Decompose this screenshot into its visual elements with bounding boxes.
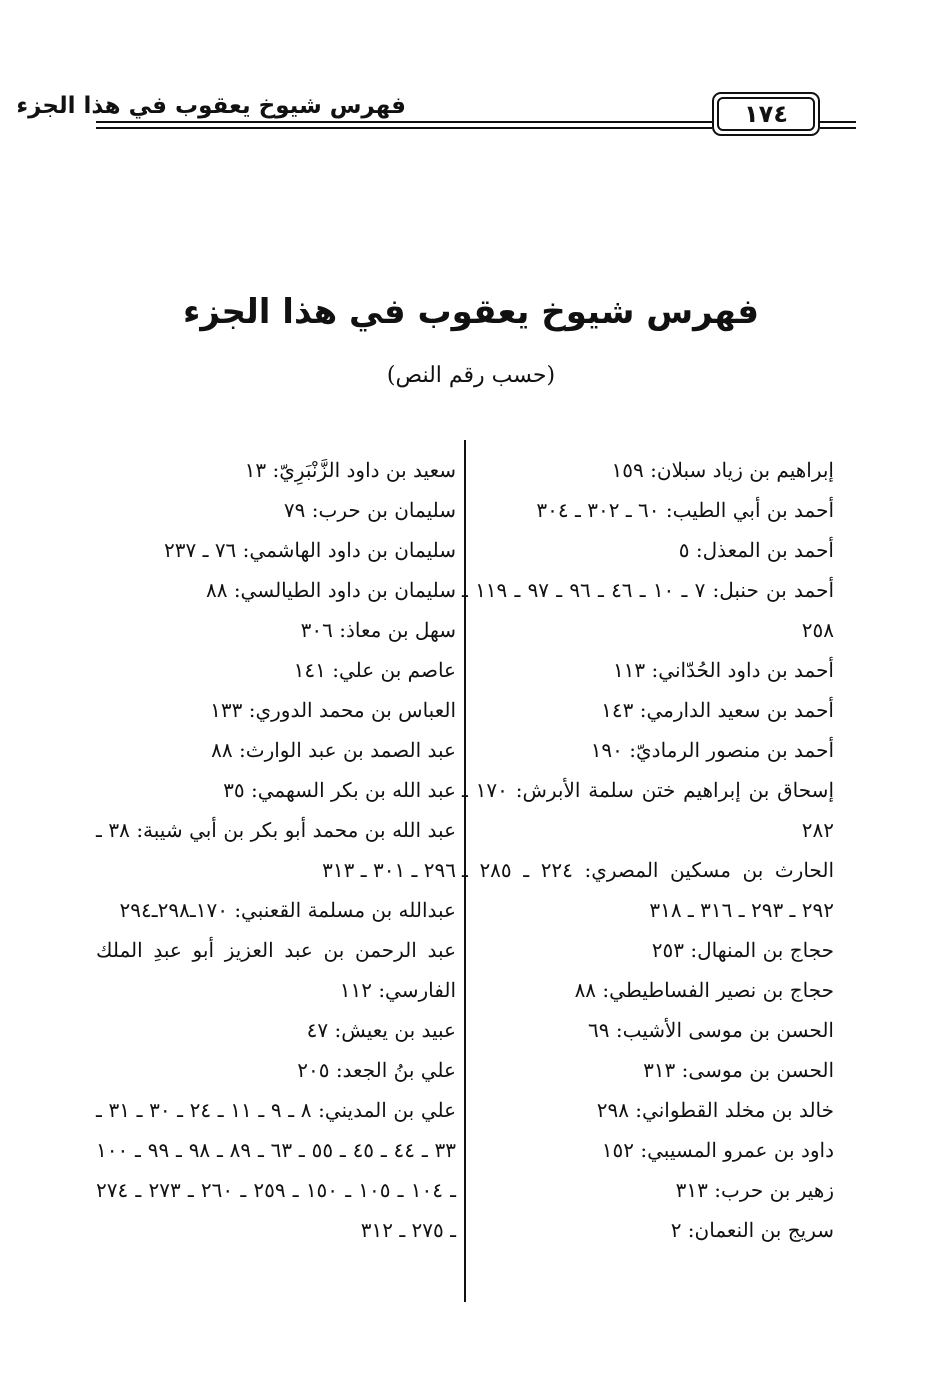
index-entry: [96, 730, 456, 770]
index-entry-numbers: ٨ ـ ٩ ـ ١١ ـ ٢٤ ـ ٣٠ ـ ٣١ ـ ٣٣ ـ ٤٤ ـ ٤٥ ـ ٥٥ ـ ٦٣ ـ ٨٩ ـ ٩٨ ـ ٩٩ ـ ١٠٠ ـ ١٠٤ ـ ١٠٥ ـ ١٥٠ ـ ٢٥٩ ـ ٢٦٠ ـ ٢٧٣ ـ ٢٧٤ ـ ٢٧٥ ـ ٣١٢: [96, 1098, 456, 1242]
page-subtitle: (حسب رقم النص): [386, 363, 556, 388]
index-entry-name: سليمان بن داود الهاشمي:: [242, 538, 456, 562]
index-entry-name: إسحاق بن إبراهيم ختن سلمة الأبرش:: [515, 778, 834, 802]
index-entry-name: أحمد بن حنبل:: [712, 578, 835, 602]
index-entry: [96, 1090, 456, 1250]
index-entry-numbers: ٢٩٨: [596, 1098, 629, 1122]
index-entry-name: علي بنُ الجعد:: [335, 1058, 456, 1082]
index-entry-name: أحمد بن سعيد الدارمي:: [639, 698, 834, 722]
index-entry-numbers: ٢٠٥: [297, 1058, 330, 1082]
index-entry-name: الحسن بن موسى الأشيب:: [615, 1018, 834, 1042]
index-entry: [462, 970, 834, 1010]
index-entry: [462, 1090, 834, 1130]
index-entry-numbers: ٣٨ ـ ٢٩٦ ـ ٣٠١ ـ ٣١٣: [96, 818, 456, 882]
index-entry-numbers: ٣٥: [223, 778, 245, 802]
index-entry-numbers: ١٧٠ـ٢٩٨ـ٢٩٤: [119, 898, 228, 922]
index-entry-name: سريج بن النعمان:: [687, 1218, 834, 1242]
index-entry: [462, 1130, 834, 1170]
index-entry: [96, 490, 456, 530]
header-rule: [820, 121, 856, 123]
index-entry-name: العباس بن محمد الدوري:: [248, 698, 456, 722]
index-entry: [462, 570, 834, 650]
index-entry-numbers: ١٥٩: [611, 458, 644, 482]
index-entry-name: عبدالله بن مسلمة القعنبي:: [234, 898, 456, 922]
index-entry-name: حجاج بن المنهال:: [690, 938, 834, 962]
index-entry-numbers: ٨٨: [205, 578, 228, 602]
index-entry: [462, 490, 834, 530]
index-entry: [96, 810, 456, 890]
index-entry-numbers: ١٤٣: [601, 698, 634, 722]
index-entry: [96, 1050, 456, 1090]
index-entry: [462, 1050, 834, 1090]
index-entry: [96, 1010, 456, 1050]
index-entry-numbers: ١٥٢: [601, 1138, 635, 1162]
index-entry-numbers: ١٣٣: [210, 698, 243, 722]
index-entry-numbers: ٢٢٤ ـ ٢٨٥ ـ ٢٩٢ ـ ٢٩٣ ـ ٣١٦ ـ ٣١٨: [462, 858, 834, 922]
index-entry-name: داود بن عمرو المسيبي:: [640, 1138, 834, 1162]
index-entry: [462, 1010, 834, 1050]
index-entry-numbers: ٢: [670, 1218, 682, 1242]
index-entry-numbers: ١٣: [244, 458, 267, 482]
index-entry-name: الحسن بن موسى:: [681, 1058, 834, 1082]
running-header-title: فهرس شيوخ يعقوب في هذا الجزء: [16, 93, 406, 119]
index-entry-numbers: ١٤١: [293, 658, 326, 682]
index-entry-numbers: ١١٣: [612, 658, 646, 682]
index-entry-name: زهير بن حرب:: [714, 1178, 834, 1202]
index-entry-name: عبد الصمد بن عبد الوارث:: [239, 738, 456, 762]
index-entry: [462, 730, 834, 770]
index-entry-name: سليمان بن حرب:: [311, 498, 456, 522]
index-entry: [462, 850, 834, 930]
index-entry: [462, 1170, 834, 1210]
header-rule: [96, 127, 712, 129]
index-entry-name: علي بن المديني:: [318, 1098, 457, 1122]
header-rule: [820, 127, 856, 129]
index-entry: [462, 690, 834, 730]
index-entry-numbers: ٧٩: [283, 498, 306, 522]
index-entry-numbers: ٦٠ ـ ٣٠٢ ـ ٣٠٤: [536, 498, 660, 522]
index-entry: [96, 890, 456, 930]
index-entry-name: عبد الله بن محمد أبو بكر بن أبي شيبة:: [136, 818, 457, 842]
index-column-left: [96, 450, 456, 1250]
index-entry-name: أحمد بن منصور الرماديّ:: [629, 738, 834, 762]
index-entry-name: سهل بن معاذ:: [339, 618, 456, 642]
index-entry-numbers: ١١٢: [339, 978, 372, 1002]
index-entry: [462, 530, 834, 570]
index-entry-numbers: ٤٧: [306, 1018, 329, 1042]
page-number-frame: [712, 92, 820, 136]
header-rule: [96, 121, 712, 123]
index-entry-name: عبيد بن يعيش:: [334, 1018, 456, 1042]
index-entry-name: خالد بن مخلد القطواني:: [635, 1098, 834, 1122]
index-entry: [96, 690, 456, 730]
index-entry-numbers: ٨٨: [574, 978, 597, 1002]
index-entry-name: الحارث بن مسكين المصري:: [584, 858, 834, 882]
index-entry: [96, 650, 456, 690]
index-entry-numbers: ٦٩: [588, 1018, 610, 1042]
page-title: فهرس شيوخ يعقوب في هذا الجزء: [183, 292, 759, 332]
index-entry-name: سعيد بن داود الزَّنْبَرِيّ:: [272, 458, 456, 482]
index-entry-numbers: ٣١٣: [675, 1178, 708, 1202]
index-entry-name: إبراهيم بن زياد سبلان:: [650, 458, 834, 482]
index-entry-name: أحمد بن أبي الطيب:: [665, 498, 834, 522]
index-entry: [462, 450, 834, 490]
index-entry: [462, 770, 834, 850]
index-entry-numbers: ١٧٠ ـ ٢٨٢: [462, 778, 834, 842]
index-entry: [462, 650, 834, 690]
index-entry-numbers: ٣٠٦: [300, 618, 333, 642]
index-entry-numbers: ٢٥٣: [651, 938, 685, 962]
index-entry: [96, 610, 456, 650]
index-entry: [96, 570, 456, 610]
index-entry: [96, 930, 456, 1010]
index-entry: [96, 770, 456, 810]
index-entry-name: عاصم بن علي:: [332, 658, 456, 682]
page-number: ١٧٤: [717, 97, 815, 131]
index-entry-name: حجاج بن نصير الفساطيطي:: [602, 978, 834, 1002]
index-entry-numbers: ٧٦ ـ ٢٣٧: [164, 538, 237, 562]
index-entry-numbers: ٨٨: [211, 738, 233, 762]
index-entry-name: سليمان بن داود الطيالسي:: [233, 578, 456, 602]
index-entry-name: عبد الله بن بكر السهمي:: [250, 778, 456, 802]
index-entry-name: أحمد بن المعذل:: [695, 538, 834, 562]
index-entry: [462, 1210, 834, 1250]
index-entry-numbers: ٧ ـ ١٠ ـ ٤٦ ـ ٩٦ ـ ٩٧ ـ ١١٩ ـ ٢٥٨: [462, 578, 834, 642]
index-entry-name: عبد الرحمن بن عبد العزيز أبو عبدِ الملك الفارسي:: [96, 938, 456, 1002]
index-entry-numbers: ١٩٠: [590, 738, 623, 762]
index-entry-numbers: ٣١٣: [643, 1058, 676, 1082]
index-entry: [96, 530, 456, 570]
index-entry: [462, 930, 834, 970]
index-column-right: [462, 450, 834, 1250]
index-entry: [96, 450, 456, 490]
index-entry-name: أحمد بن داود الحُدّاني:: [651, 658, 834, 682]
index-entry-numbers: ٥: [678, 538, 690, 562]
